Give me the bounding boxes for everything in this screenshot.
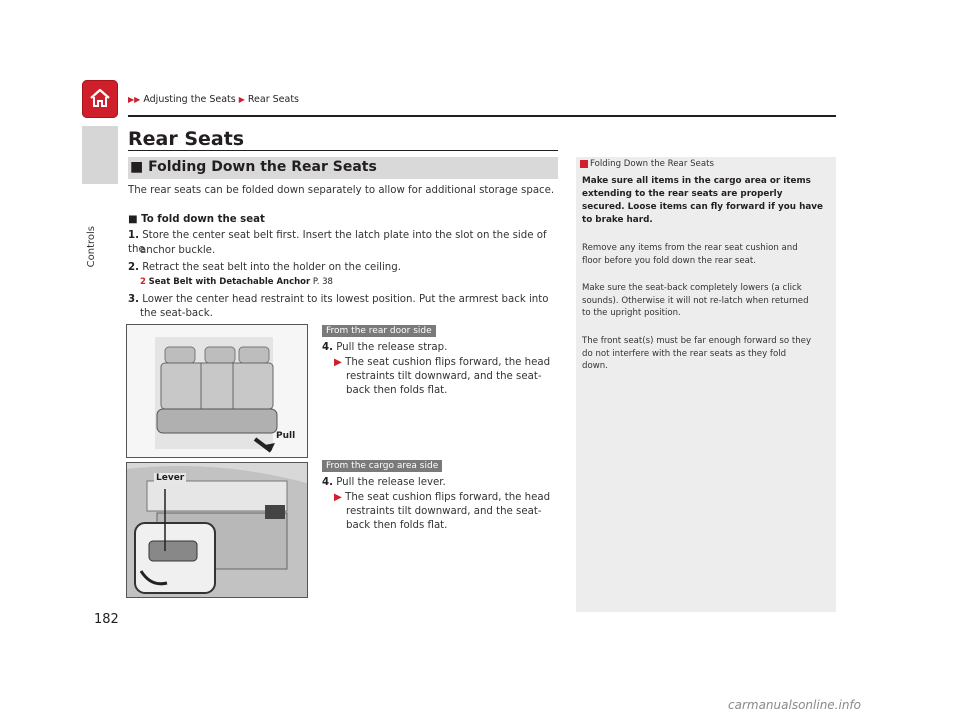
note-line: secured. Loose items can fly forward if you have <box>582 202 823 212</box>
page-title: Rear Seats <box>128 128 245 150</box>
note-line: Make sure all items in the cargo area or items <box>582 176 811 186</box>
rear-door-tag: From the rear door side <box>322 325 436 337</box>
note-line: sounds). Otherwise it will not re-latch when returned <box>582 295 809 306</box>
note-line: to the upright position. <box>582 308 681 318</box>
step-1-cont: anchor buckle. <box>140 245 216 256</box>
cross-reference[interactable] <box>140 277 333 287</box>
result-arrow-icon: ▶ <box>334 357 342 368</box>
step-number: 4. <box>322 477 333 488</box>
result-arrow-icon: ▶ <box>334 492 342 503</box>
home-button[interactable] <box>82 80 118 118</box>
step-text: Pull the release strap. <box>336 342 448 353</box>
result-line: back then folds flat. <box>346 385 448 396</box>
watermark: carmanualsonline.info <box>728 698 862 712</box>
xref-page: P. 38 <box>312 277 333 287</box>
step-text: Pull the release lever. <box>336 477 446 488</box>
step-3 <box>128 293 560 307</box>
cargo-result <box>334 491 550 533</box>
note-para-3 <box>582 335 832 373</box>
note-line: extending to the rear seats are properly <box>582 189 783 199</box>
page-number: 182 <box>94 612 119 627</box>
arrow-icon: 2 <box>140 277 146 287</box>
step-number: 3. <box>128 294 139 305</box>
title-rule <box>128 150 558 151</box>
note-line: The front seat(s) must be far enough forward so they <box>582 336 812 346</box>
breadcrumb-item[interactable]: Rear Seats <box>247 94 299 105</box>
note-line: floor before you fold down the rear seat. <box>582 255 757 266</box>
xref-label: Seat Belt with Detachable Anchor <box>148 277 311 287</box>
result-line: restraints tilt downward, and the seat- <box>346 506 542 517</box>
section-tab <box>82 126 118 184</box>
note-para-1 <box>582 242 832 267</box>
result-line: back then folds flat. <box>346 520 448 531</box>
subheading: ■ To fold down the seat <box>128 214 265 225</box>
note-marker-icon <box>580 160 588 168</box>
rear-door-step <box>322 341 447 355</box>
note-line: Make sure the seat-back completely lowers (a click <box>582 283 802 293</box>
result-line: restraints tilt downward, and the seat- <box>346 371 542 382</box>
step-number: 2. <box>128 262 139 273</box>
step-number: 4. <box>322 342 333 353</box>
result-line: The seat cushion flips forward, the head <box>345 492 551 503</box>
home-icon <box>88 86 112 110</box>
note-line: Remove any items from the rear seat cushion and <box>582 243 798 253</box>
step-text: Store the center seat belt first. Insert the latch plate into the slot on the side of the <box>128 230 547 255</box>
note-para-2 <box>582 282 832 320</box>
breadcrumb-arrow-icon: ▶▶ <box>128 95 141 104</box>
cargo-step <box>322 476 446 490</box>
rear-door-result <box>334 356 550 398</box>
step-text: Retract the seat belt into the holder on the ceiling. <box>142 262 401 273</box>
cargo-tag: From the cargo area side <box>322 460 442 472</box>
note-heading <box>580 158 714 171</box>
breadcrumb-arrow-icon: ▶ <box>238 95 245 104</box>
step-text: Lower the center head restraint to its lowest position. Put the armrest back into <box>142 294 549 305</box>
intro-text: The rear seats can be folded down separately to allow for additional storage space. <box>128 185 555 196</box>
breadcrumb <box>128 94 299 105</box>
note-line: to brake hard. <box>582 215 653 225</box>
step-number: 1. <box>128 230 139 241</box>
side-section-label: Controls <box>86 226 97 268</box>
lever-label: Lever <box>156 473 185 483</box>
note-heading-text: Folding Down the Rear Seats <box>590 159 714 169</box>
note-line: do not interfere with the rear seats as they fold <box>582 348 787 359</box>
result-line: The seat cushion flips forward, the head <box>345 357 551 368</box>
note-line: down. <box>582 361 608 371</box>
section-title: ■ Folding Down the Rear Seats <box>130 159 377 175</box>
pull-label: Pull <box>276 431 296 441</box>
step-2 <box>128 261 401 275</box>
cargo-area-illustration <box>127 463 307 597</box>
header-rule <box>128 115 836 117</box>
note-warning <box>582 175 832 227</box>
step-3-cont: the seat-back. <box>140 308 213 319</box>
breadcrumb-item[interactable]: Adjusting the Seats <box>143 94 236 105</box>
